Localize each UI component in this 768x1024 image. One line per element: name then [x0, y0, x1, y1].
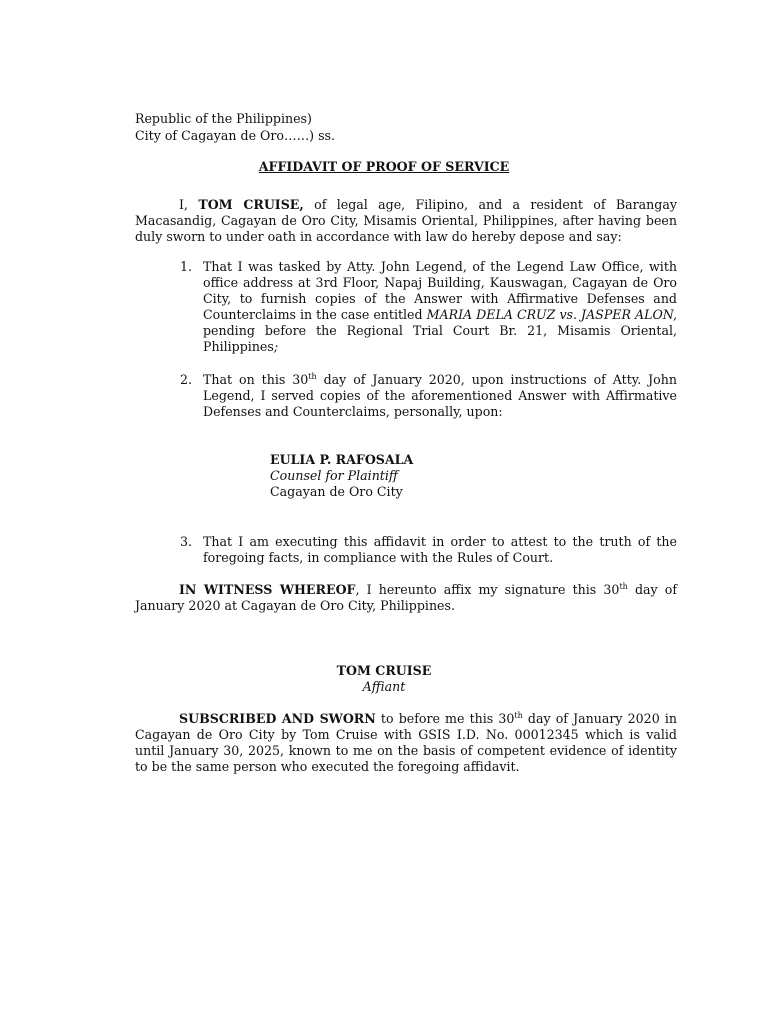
intro-paragraph	[135, 197, 677, 245]
witness-ordinal: th	[619, 582, 628, 591]
intro-text: of legal age, Filipino, and a resident of Barangay Macasandig, Cagayan de Oro City, Misamis Oriental, Philippines, after having been duly sworn to under oath in accordance with law do hereby depose and say:	[135, 197, 677, 244]
venue-line-1: Republic of the Philippines)	[135, 111, 312, 126]
witness-text-a: , I hereunto affix my signature this 30	[355, 582, 620, 597]
intro-lead: I,	[179, 197, 188, 212]
jurat-paragraph	[135, 711, 677, 775]
jurat-lead: SUBSCRIBED AND SWORN	[179, 711, 376, 726]
addressee-name: EULIA P. RAFOSALA	[270, 452, 414, 467]
list-item-1	[180, 259, 677, 355]
addressee-role: Counsel for Plaintiff	[270, 468, 398, 483]
addressee-block	[270, 452, 413, 500]
item-2-number: 2.	[180, 372, 193, 387]
item-1-number: 1.	[180, 259, 193, 274]
item-1-text-a: That I was tasked by Atty. John Legend, of the Legend Law Office, with office address at 3rd Floor, Napaj Building, Kauswagan, Cagayan de Oro City, to furnish copies of the Answer with Affirmative Defenses and Counterclaims in the case entitled	[203, 259, 677, 322]
list-item-3	[180, 534, 677, 566]
affiant-name-intro: TOM CRUISE,	[198, 197, 304, 212]
case-title: MARIA DELA CRUZ vs. JASPER ALON,	[426, 307, 677, 322]
item-2-ordinal: th	[308, 372, 317, 381]
witness-paragraph	[135, 582, 677, 614]
item-1-text-b: pending before the Regional Trial Court Br. 21, Misamis Oriental, Philippines	[203, 323, 677, 354]
addressee-city: Cagayan de Oro City	[270, 484, 403, 499]
venue-block	[135, 110, 335, 144]
item-2-text-b: day of January 2020, upon instructions of Atty. John Legend, I served copies of the aforementioned Answer with Affirmative Defenses and Counterclaims, personally, upon:	[203, 372, 677, 419]
item-2-text-a: That on this 30	[203, 372, 309, 387]
jurat-text-a: to before me this 30	[375, 711, 515, 726]
jurat-ordinal: th	[514, 711, 523, 720]
jurat-text-b: day of January 2020 in Cagayan de Oro City by Tom Cruise with GSIS I.D. No. 00012345 which is valid until January 30, 2025, known to me on the basis of competent evidence of identity to be the same person who executed the foregoing affidavit.	[135, 711, 677, 774]
affiant-role: Affiant	[362, 679, 406, 694]
document-title: AFFIDAVIT OF PROOF OF SERVICE	[258, 159, 510, 174]
list-item-2	[180, 372, 677, 420]
venue-line-2: City of Cagayan de Oro……) ss.	[135, 128, 336, 143]
witness-lead: IN WITNESS WHEREOF	[179, 582, 356, 597]
item-1-end: ;	[273, 339, 279, 354]
item-3-text: That I am executing this affidavit in order to attest to the truth of the foregoing facts, in compliance with the Rules of Court.	[203, 534, 677, 565]
witness-text-b: day of January 2020 at Cagayan de Oro City, Philippines.	[135, 582, 678, 613]
affiant-signature-block	[0, 663, 768, 695]
affiant-name: TOM CRUISE	[336, 663, 432, 678]
item-3-number: 3.	[180, 534, 193, 549]
